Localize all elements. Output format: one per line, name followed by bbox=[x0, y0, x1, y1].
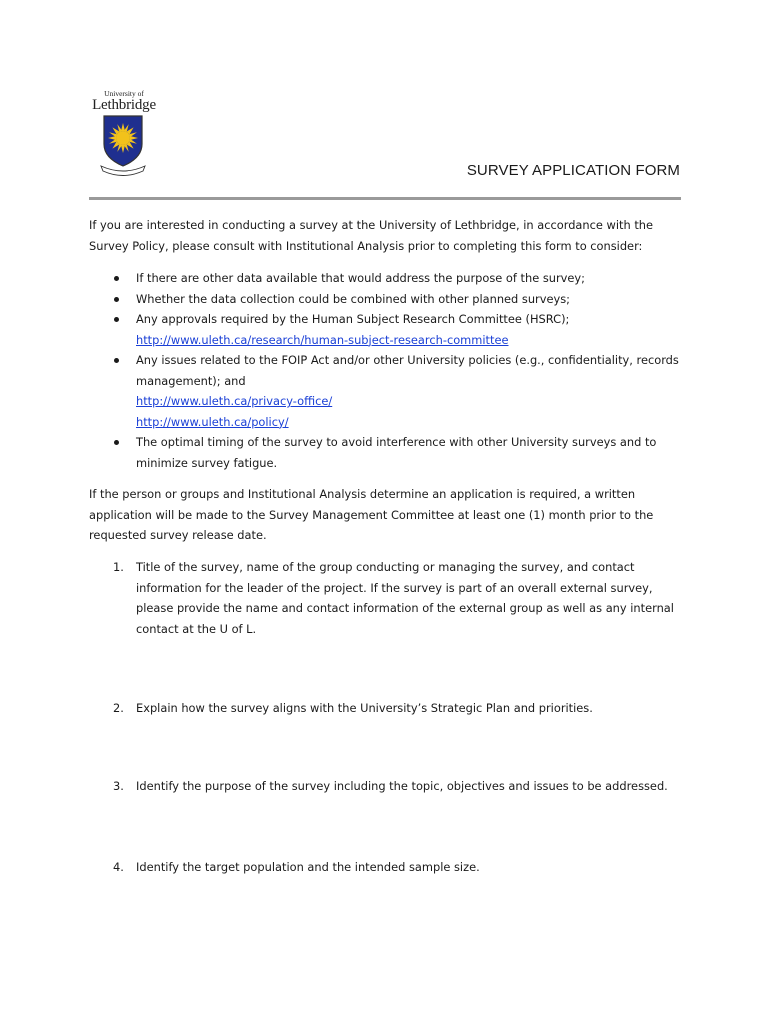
question-item bbox=[89, 557, 679, 639]
question-number: 1. bbox=[113, 560, 124, 574]
question-item bbox=[89, 698, 679, 719]
bullet-icon bbox=[114, 440, 119, 445]
question-number: 2. bbox=[113, 701, 124, 715]
list-item-text: Any issues related to the FOIP Act and/or other University policies (e.g., confidentiality, records management); and bbox=[136, 353, 679, 388]
list-item bbox=[89, 268, 681, 289]
list-item bbox=[89, 350, 681, 432]
list-item bbox=[89, 432, 681, 473]
bullet-icon bbox=[114, 317, 119, 322]
list-item-text: Whether the data collection could be combined with other planned surveys; bbox=[136, 291, 571, 306]
bullet-icon bbox=[114, 276, 119, 281]
question-item bbox=[89, 857, 679, 878]
question-text: Explain how the survey aligns with the University’s Strategic Plan and priorities. bbox=[136, 701, 593, 715]
logo-university-of: University of bbox=[104, 89, 144, 98]
list-item bbox=[89, 289, 681, 310]
question-text: Identify the purpose of the survey including the topic, objectives and issues to be addressed. bbox=[136, 779, 668, 793]
policy-link[interactable]: http://www.uleth.ca/policy/ bbox=[136, 414, 289, 429]
privacy-office-link[interactable]: http://www.uleth.ca/privacy-office/ bbox=[136, 394, 333, 408]
question-number: 4. bbox=[113, 860, 124, 874]
list-item-text: The optimal timing of the survey to avoid interference with other University surveys and to minimize survey fatigue. bbox=[136, 435, 657, 470]
closing-paragraph: If the person or groups and Institutional Analysis determine an application is required, a written application will be made to the Survey Management Committee at least one (1) month prior to the requested survey release date. bbox=[89, 487, 654, 542]
question-text: Identify the target population and the intended sample size. bbox=[136, 860, 480, 874]
crest-icon bbox=[100, 114, 146, 176]
question-item bbox=[89, 776, 679, 797]
list-item bbox=[89, 309, 681, 350]
page-title: SURVEY APPLICATION FORM bbox=[466, 162, 680, 179]
list-item-text: Any approvals required by the Human Subject Research Committee (HSRC); bbox=[136, 312, 570, 326]
hsrc-link[interactable]: http://www.uleth.ca/research/human-subject-research-committee bbox=[136, 332, 509, 347]
university-logo bbox=[88, 90, 160, 180]
considerations-list bbox=[89, 268, 681, 473]
intro-paragraph: If you are interested in conducting a survey at the University of Lethbridge, in accordance with the Survey Policy, please consult with Institutional Analysis prior to completing this form to consider: bbox=[89, 218, 654, 253]
logo-name: Lethbridge bbox=[92, 97, 156, 113]
list-item-text: If there are other data available that would address the purpose of the survey; bbox=[136, 271, 585, 285]
question-number: 3. bbox=[113, 779, 124, 793]
bullet-icon bbox=[114, 358, 119, 363]
question-text: Title of the survey, name of the group conducting or managing the survey, and contact information for the leader of the project. If the survey is part of an overall external survey, please provide the name and contact information of the external group as well as any internal contact at the U of L. bbox=[136, 560, 674, 636]
bullet-icon bbox=[114, 297, 119, 302]
title-divider bbox=[89, 197, 681, 200]
